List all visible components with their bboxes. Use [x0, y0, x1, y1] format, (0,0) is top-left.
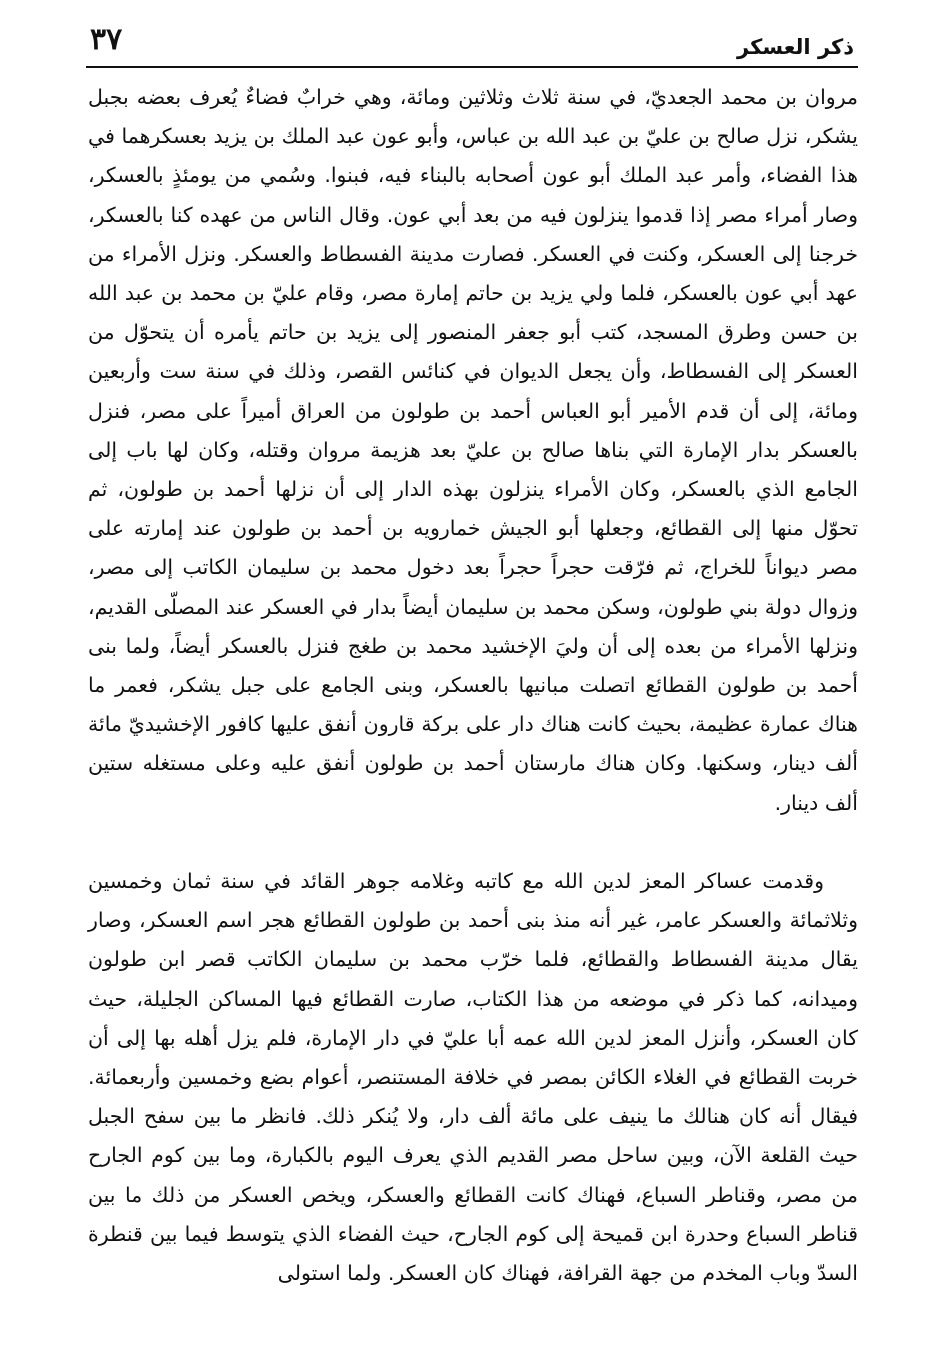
paragraph-1 [88, 78, 858, 823]
paragraph-2-text: وقدمت عساكر المعز لدين الله مع كاتبه وغلامه جوهر القائد في سنة ثمان وخمسين وثلاثمائة والعسكر عامر، غير أنه منذ بنى أحمد بن طولون القطائع هجر اسم العسكر، وصار يقال مدينة الفسطاط والقطائع، فلما خرّب محمد بن سليمان الكاتب قصر ابن طولون وميدانه، كما ذكر في موضعه من هذا الكتاب، صارت القطائع فيها المساكن الجليلة، حيث كان العسكر، وأنزل المعز لدين الله عمه أبا عليّ في دار الإمارة، فلم يزل أهله بها إلى أن خربت القطائع في الغلاء الكائن بمصر في خلافة المستنصر، أعوام بضع وخمسين وأربعمائة. فيقال أنه كان هنالك ما ينيف على مائة ألف دار، ولا يُنكر ذلك. فانظر ما بين سفح الجبل حيث القلعة الآن، وبين ساحل مصر القديم الذي يعرف اليوم بالكبارة، وما بين كوم الجارح من مصر، وقناطر السباع، فهناك كانت القطائع والعسكر، ويخص العسكر من ذلك ما بين قناطر السباع وحدرة ابن قميحة إلى كوم الجارح، حيث الفضاء الذي يتوسط فيما بين قنطرة السدّ وباب المخدم من جهة القرافة، فهناك كان العسكر. ولما استولى [88, 869, 858, 1286]
paragraph-2 [88, 862, 858, 1293]
page-header [86, 14, 858, 70]
page-number: ٣٧ [90, 22, 123, 57]
paragraph-1-text: مروان بن محمد الجعديّ، في سنة ثلاث وثلاثين ومائة، وهي خرابٌ فضاءٌ يُعرف بعضه بجبل يشكر، نزل صالح بن عليّ بن عبد الله بن عباس، وأبو عون عبد الملك بن يزيد بعسكرهما في هذا الفضاء، وأمر عبد الملك أبو عون أصحابه بالبناء فيه، فبنوا. وسُمي من يومئذٍ بالعسكر، وصار أمراء مصر إذا قدموا ينزلون فيه من بعد أبي عون. وقال الناس من عهده كنا بالعسكر، خرجنا إلى العسكر، وكنت في العسكر. فصارت مدينة الفسطاط والعسكر. ونزل الأمراء من عهد أبي عون بالعسكر، فلما ولي يزيد بن حاتم إمارة مصر، وقام عليّ بن محمد بن عبد الله بن حسن وطرق المسجد، كتب أبو جعفر المنصور إلى يزيد بن حاتم يأمره أن يتحوّل من العسكر إلى الفسطاط، وأن يجعل الديوان في كنائس القصر، وذلك في سنة ست وأربعين ومائة، إلى أن قدم الأمير أبو العباس أحمد بن طولون من العراق أميراً على مصر، فنزل بالعسكر بدار الإمارة التي بناها صالح بن عليّ بعد هزيمة مروان وقتله، وكان لها باب إلى الجامع الذي بالعسكر، وكان الأمراء ينزلون بهذه الدار إلى أن نزلها أحمد بن طولون، ثم تحوّل منها إلى القطائع، وجعلها أبو الجيش خمارويه بن أحمد بن طولون عند إمارته على مصر ديواناً للخراج، ثم فرّقت حجراً حجراً بعد دخول محمد بن سليمان الكاتب إلى مصر، وزوال دولة بني طولون، وسكن محمد بن سليمان أيضاً بدار في العسكر عند المصلّى القديم، ونزلها الأمراء من بعده إلى أن وليَ الإخشيد محمد بن طغج فنزل بالعسكر أيضاً، ولما بنى أحمد بن طولون القطائع اتصلت مبانيها بالعسكر، وبنى الجامع على جبل يشكر، فعمر ما هناك عمارة عظيمة، بحيث كانت هناك دار على بركة قارون أنفق عليها كافور الإخشيديّ مائة ألف دينار، وسكنها. وكان هناك مارستان أحمد بن طولون أنفق عليه وعلى مستغله ستين ألف دينار. [88, 85, 858, 815]
header-rule [86, 66, 858, 68]
running-title: ذكر العسكر [737, 35, 854, 59]
